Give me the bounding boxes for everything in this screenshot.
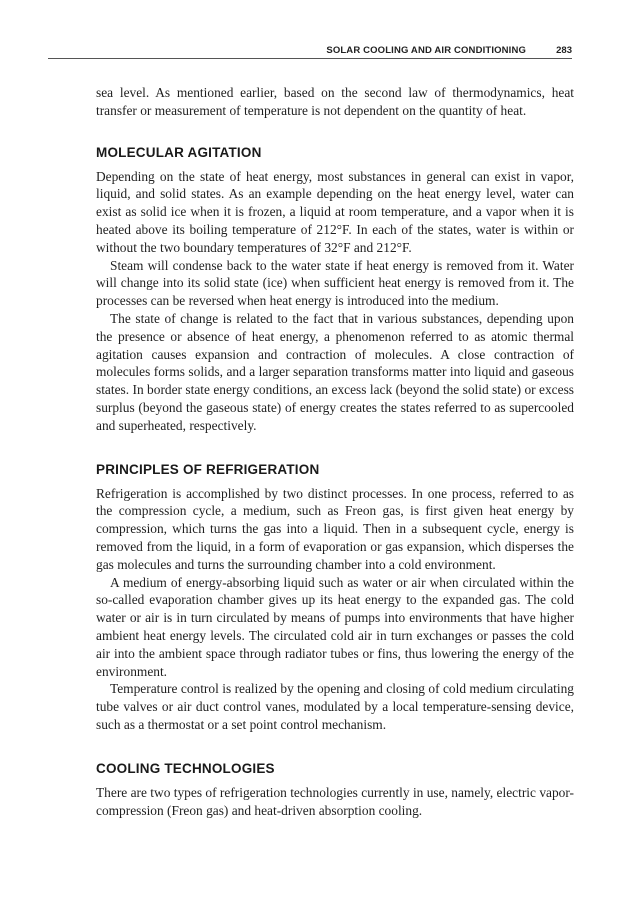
- section-molecular-agitation: [96, 144, 574, 435]
- section-heading: COOLING TECHNOLOGIES: [96, 760, 275, 776]
- section-heading: PRINCIPLES OF REFRIGERATION: [96, 461, 320, 477]
- paragraph: A medium of energy-absorbing liquid such as water or air when circulated within the so-called evaporation chamber gives up its heat energy to the expanded gas. The cold water or air is in turn circulated by means of pumps into environments that have higher ambient heat energy levels. The circulated cold air in turn exchanges or passes the cold air into the ambient space through radiator tubes or fins, thus lowering the energy of the environment.: [96, 574, 574, 679]
- paragraph: Depending on the state of heat energy, most substances in general can exist in vapor, liquid, and solid states. As an example depending on the heat energy level, water can exist as solid ice when it is frozen, a liquid at room temperature, and a vapor when it is heated above its boiling temperature of 212°F. In each of the states, water is within or without the two boundary temperatures of 32°F and 212°F.: [96, 168, 574, 255]
- paragraph: Steam will condense back to the water state if heat energy is removed from it. Water will change into its solid state (ice) when sufficient heat energy is removed from it. The processes can be reversed when heat energy is introduced into the medium.: [96, 257, 574, 309]
- page-number: 283: [556, 45, 572, 56]
- section-principles-of-refrigeration: [96, 461, 574, 734]
- section-cooling-technologies: [96, 760, 574, 820]
- paragraph: Temperature control is realized by the opening and closing of cold medium circulating tube valves or air duct control vanes, modulated by a local temperature-sensing device, such as a thermostat or a set point control mechanism.: [96, 681, 574, 732]
- intro-paragraph: sea level. As mentioned earlier, based on the second law of thermodynamics, heat transfer or measurement of temperature is not dependent on the quantity of heat.: [96, 85, 574, 118]
- paragraph: There are two types of refrigeration technologies currently in use, namely, electric vapor-compression (Freon gas) and heat-driven absorption cooling.: [96, 784, 574, 818]
- paragraph: Refrigeration is accomplished by two distinct processes. In one process, referred to as the compression cycle, a medium, such as Freon gas, is first given heat energy by compression, which turns the gas into a liquid. Then in a subsequent cycle, energy is removed from the liquid, in a form of evaporation or gas expansion, which disperses the gas molecules and turns the surrounding chamber into a cold environment.: [96, 485, 574, 572]
- section-heading: MOLECULAR AGITATION: [96, 144, 262, 160]
- running-title: SOLAR COOLING AND AIR CONDITIONING: [326, 45, 526, 56]
- page-body: [96, 84, 574, 819]
- paragraph: The state of change is related to the fact that in various substances, depending upon the presence or absence of heat energy, a phenomenon referred to as atomic thermal agitation causes expansion and contraction of molecules. A close contraction of molecules forms solids, and a larger separation transforms matter into liquid and gaseous states. In border state energy conditions, an excess lack (beyond the solid state) or excess surplus (beyond the gaseous state) of energy creates the states referred to as supercooled and superheated, respectively.: [96, 310, 574, 433]
- running-header: [48, 40, 572, 59]
